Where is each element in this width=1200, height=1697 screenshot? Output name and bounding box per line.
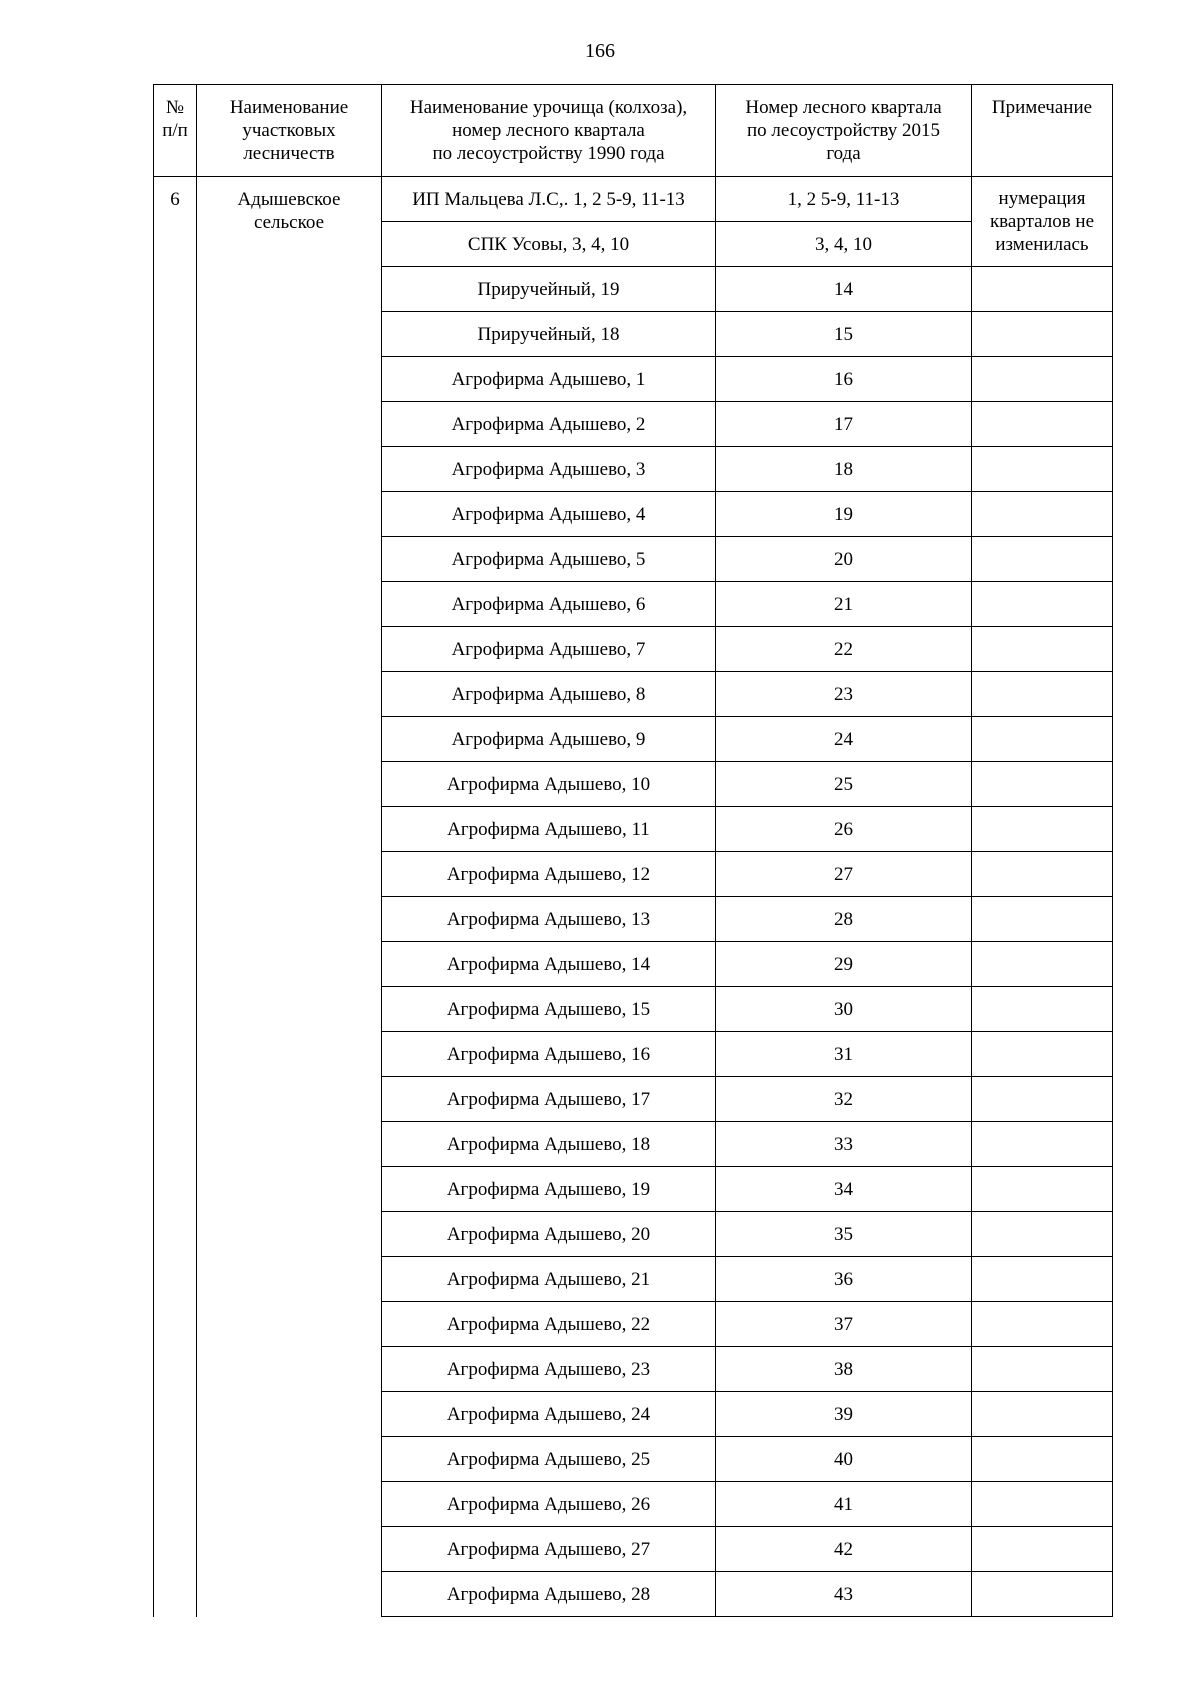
quarter-2015-cell: 20 bbox=[716, 537, 972, 582]
note-cell-empty bbox=[972, 942, 1113, 987]
note-cell-empty bbox=[972, 1482, 1113, 1527]
quarter-2015-cell: 41 bbox=[716, 1482, 972, 1527]
tract-cell: ИП Мальцева Л.С,. 1, 2 5-9, 11-13 bbox=[382, 177, 716, 222]
quarter-2015-cell: 14 bbox=[716, 267, 972, 312]
quarter-2015-cell: 36 bbox=[716, 1257, 972, 1302]
tract-cell: Агрофирма Адышево, 24 bbox=[382, 1392, 716, 1437]
note-cell-empty bbox=[972, 1572, 1113, 1617]
tract-cell: Агрофирма Адышево, 7 bbox=[382, 627, 716, 672]
table-body bbox=[154, 177, 1113, 1617]
quarter-2015-cell: 24 bbox=[716, 717, 972, 762]
quarter-2015-cell: 25 bbox=[716, 762, 972, 807]
tract-cell: Агрофирма Адышево, 23 bbox=[382, 1347, 716, 1392]
quarter-2015-cell: 21 bbox=[716, 582, 972, 627]
note-cell-empty bbox=[972, 1167, 1113, 1212]
tract-cell: Приручейный, 19 bbox=[382, 267, 716, 312]
tract-cell: Агрофирма Адышево, 12 bbox=[382, 852, 716, 897]
note-cell-empty bbox=[972, 1347, 1113, 1392]
note-cell-empty bbox=[972, 762, 1113, 807]
header-forestry: Наименование участковых лесничеств bbox=[197, 85, 382, 177]
tract-cell: Агрофирма Адышево, 18 bbox=[382, 1122, 716, 1167]
quarter-2015-cell: 16 bbox=[716, 357, 972, 402]
note-cell-empty bbox=[972, 1077, 1113, 1122]
quarter-2015-cell: 18 bbox=[716, 447, 972, 492]
note-cell-empty bbox=[972, 1437, 1113, 1482]
note-cell-empty bbox=[972, 582, 1113, 627]
quarter-2015-cell: 27 bbox=[716, 852, 972, 897]
tract-cell: Агрофирма Адышево, 16 bbox=[382, 1032, 716, 1077]
quarter-2015-cell: 32 bbox=[716, 1077, 972, 1122]
tract-cell: Агрофирма Адышево, 4 bbox=[382, 492, 716, 537]
tract-cell: Агрофирма Адышево, 1 bbox=[382, 357, 716, 402]
tract-cell: Приручейный, 18 bbox=[382, 312, 716, 357]
tract-cell: Агрофирма Адышево, 19 bbox=[382, 1167, 716, 1212]
note-cell-empty bbox=[972, 1122, 1113, 1167]
quarter-2015-cell: 15 bbox=[716, 312, 972, 357]
tract-cell: Агрофирма Адышево, 25 bbox=[382, 1437, 716, 1482]
quarter-2015-cell: 34 bbox=[716, 1167, 972, 1212]
header-number: № п/п bbox=[154, 85, 197, 177]
entry-number: 6 bbox=[154, 177, 197, 1617]
tract-cell: Агрофирма Адышево, 13 bbox=[382, 897, 716, 942]
table-row bbox=[154, 177, 1113, 222]
note-cell-empty bbox=[972, 807, 1113, 852]
tract-cell: Агрофирма Адышево, 8 bbox=[382, 672, 716, 717]
note-cell-empty bbox=[972, 357, 1113, 402]
note-cell-empty bbox=[972, 1257, 1113, 1302]
note-text: нумерация кварталов не изменилась bbox=[989, 188, 1095, 255]
tract-cell: Агрофирма Адышево, 28 bbox=[382, 1572, 716, 1617]
quarter-2015-cell: 42 bbox=[716, 1527, 972, 1572]
quarter-2015-cell: 1, 2 5-9, 11-13 bbox=[716, 177, 972, 222]
note-cell-empty bbox=[972, 897, 1113, 942]
quarter-2015-cell: 37 bbox=[716, 1302, 972, 1347]
quarter-2015-cell: 38 bbox=[716, 1347, 972, 1392]
quarter-2015-cell: 28 bbox=[716, 897, 972, 942]
quarter-2015-cell: 30 bbox=[716, 987, 972, 1032]
tract-cell: Агрофирма Адышево, 5 bbox=[382, 537, 716, 582]
page-number: 166 bbox=[585, 40, 615, 62]
quarter-2015-cell: 3, 4, 10 bbox=[716, 222, 972, 267]
header-quarter-2015: Номер лесного квартала по лесоустройству 2015 года bbox=[716, 85, 972, 177]
quarter-2015-cell: 29 bbox=[716, 942, 972, 987]
note-cell-empty bbox=[972, 492, 1113, 537]
quarter-2015-cell: 19 bbox=[716, 492, 972, 537]
forest-quarters-table bbox=[153, 84, 1113, 1617]
quarter-2015-cell: 31 bbox=[716, 1032, 972, 1077]
tract-cell: Агрофирма Адышево, 14 bbox=[382, 942, 716, 987]
quarter-2015-cell: 35 bbox=[716, 1212, 972, 1257]
tract-cell: Агрофирма Адышево, 22 bbox=[382, 1302, 716, 1347]
note-cell-empty bbox=[972, 1527, 1113, 1572]
quarter-2015-cell: 17 bbox=[716, 402, 972, 447]
tract-cell: Агрофирма Адышево, 3 bbox=[382, 447, 716, 492]
header-row bbox=[154, 85, 1113, 177]
tract-cell: Агрофирма Адышево, 9 bbox=[382, 717, 716, 762]
note-cell-empty bbox=[972, 717, 1113, 762]
note-cell-empty bbox=[972, 852, 1113, 897]
entry-forestry: Адышевское сельское bbox=[197, 177, 382, 1617]
note-cell-empty bbox=[972, 447, 1113, 492]
note-cell-empty bbox=[972, 537, 1113, 582]
note-cell-empty bbox=[972, 312, 1113, 357]
quarter-2015-cell: 33 bbox=[716, 1122, 972, 1167]
tract-cell: Агрофирма Адышево, 20 bbox=[382, 1212, 716, 1257]
tract-cell: Агрофирма Адышево, 17 bbox=[382, 1077, 716, 1122]
tract-cell: СПК Усовы, 3, 4, 10 bbox=[382, 222, 716, 267]
note-cell-empty bbox=[972, 402, 1113, 447]
header-tract: Наименование урочища (колхоза), номер лесного квартала по лесоустройству 1990 года bbox=[382, 85, 716, 177]
tract-cell: Агрофирма Адышево, 10 bbox=[382, 762, 716, 807]
note-cell-empty bbox=[972, 1032, 1113, 1077]
quarter-2015-cell: 40 bbox=[716, 1437, 972, 1482]
tract-cell: Агрофирма Адышево, 21 bbox=[382, 1257, 716, 1302]
tract-cell: Агрофирма Адышево, 26 bbox=[382, 1482, 716, 1527]
tract-cell: Агрофирма Адышево, 15 bbox=[382, 987, 716, 1032]
tract-cell: Агрофирма Адышево, 2 bbox=[382, 402, 716, 447]
note-cell-empty bbox=[972, 1392, 1113, 1437]
note-cell-empty bbox=[972, 267, 1113, 312]
tract-cell: Агрофирма Адышево, 11 bbox=[382, 807, 716, 852]
header-note: Примечание bbox=[972, 85, 1113, 177]
note-cell-empty bbox=[972, 672, 1113, 717]
note-cell-empty bbox=[972, 1212, 1113, 1257]
note-cell-empty bbox=[972, 987, 1113, 1032]
table-header bbox=[154, 85, 1113, 177]
tract-cell: Агрофирма Адышево, 6 bbox=[382, 582, 716, 627]
note-cell-empty bbox=[972, 627, 1113, 672]
quarter-2015-cell: 43 bbox=[716, 1572, 972, 1617]
note-cell bbox=[972, 177, 1113, 267]
quarter-2015-cell: 23 bbox=[716, 672, 972, 717]
quarter-2015-cell: 26 bbox=[716, 807, 972, 852]
note-cell-empty bbox=[972, 1302, 1113, 1347]
quarter-2015-cell: 39 bbox=[716, 1392, 972, 1437]
tract-cell: Агрофирма Адышево, 27 bbox=[382, 1527, 716, 1572]
quarter-2015-cell: 22 bbox=[716, 627, 972, 672]
